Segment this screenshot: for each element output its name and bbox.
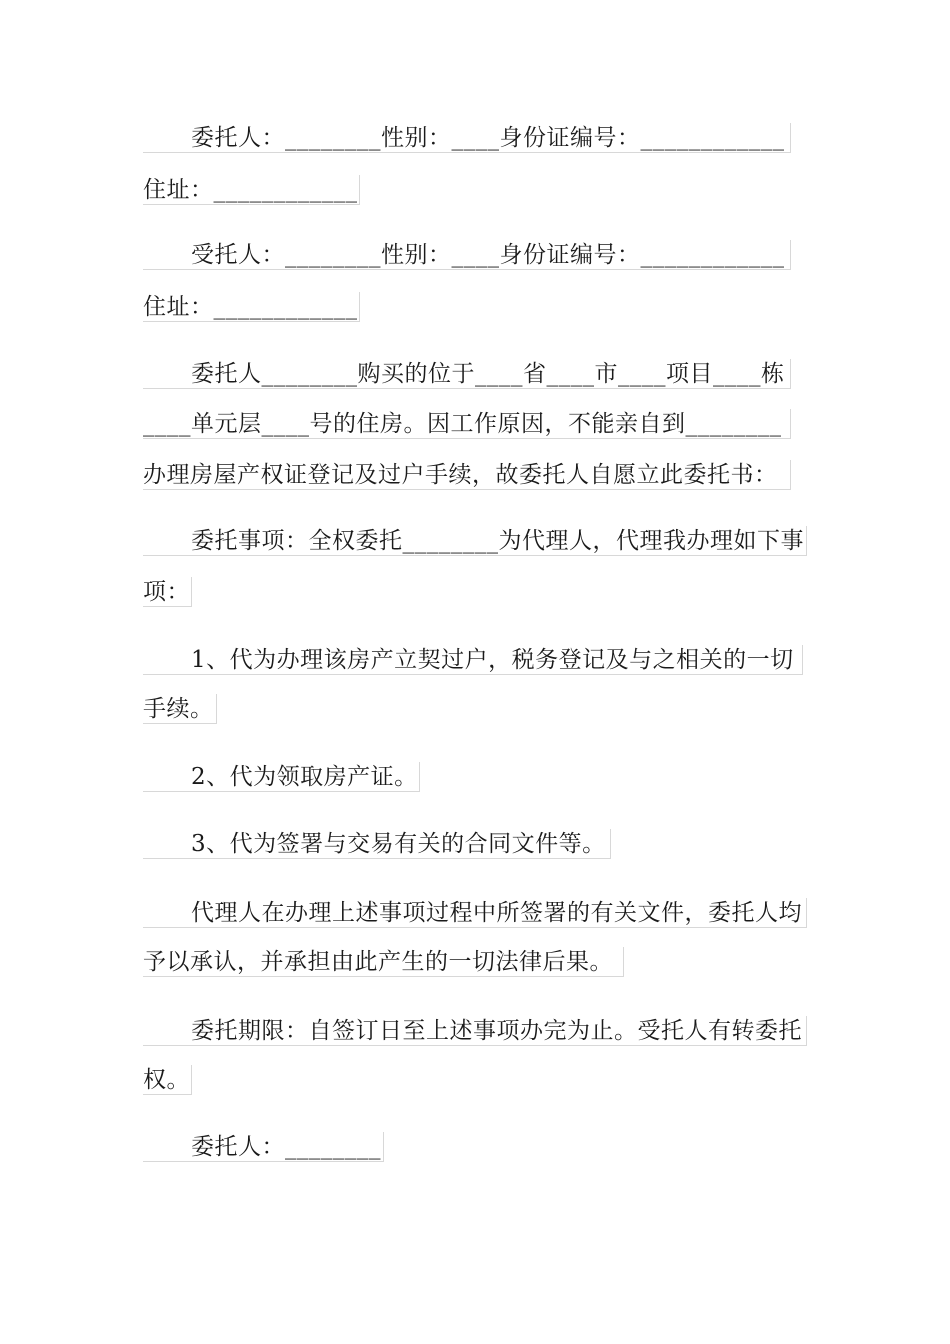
property-paragraph-line-2: ____单元层____号的住房。因工作原因，不能亲自到________ xyxy=(143,409,791,439)
liability-paragraph-line-2: 予以承认，并承担由此产生的一切法律后果。 xyxy=(143,947,624,977)
matter-1-line-2: 手续。 xyxy=(143,694,217,724)
term-paragraph-line-2: 权。 xyxy=(143,1067,190,1093)
property-paragraph-line-3: 办理房屋产权证登记及过户手续，故委托人自愿立此委托书： xyxy=(143,460,791,490)
matter-1-line-1: 1、代为办理该房产立契过户，税务登记及与之相关的一切 xyxy=(143,645,803,675)
signature-line: 委托人：________ xyxy=(143,1132,384,1162)
liability-paragraph-line-1: 代理人在办理上述事项过程中所签署的有关文件，委托人均 xyxy=(143,898,807,928)
matters-paragraph-line-2: 项： xyxy=(143,579,190,605)
principal-info-line: 委托人：________性别：____身份证编号：____________ xyxy=(143,123,791,153)
agent-info-line: 受托人：________性别：____身份证编号：____________ xyxy=(143,240,791,270)
matters-paragraph-line-1: 委托事项：全权委托________为代理人，代理我办理如下事 xyxy=(143,526,807,556)
property-paragraph-line-1: 委托人________购买的位于____省____市____项目____栋 xyxy=(143,359,791,389)
principal-address-line: 住址：____________ xyxy=(143,175,360,205)
matter-2-line: 2、代为领取房产证。 xyxy=(143,762,420,792)
agent-address-line: 住址：____________ xyxy=(143,292,360,322)
matter-3-line: 3、代为签署与交易有关的合同文件等。 xyxy=(143,829,611,859)
term-paragraph-line-1: 委托期限：自签订日至上述事项办完为止。受托人有转委托 xyxy=(143,1016,807,1046)
